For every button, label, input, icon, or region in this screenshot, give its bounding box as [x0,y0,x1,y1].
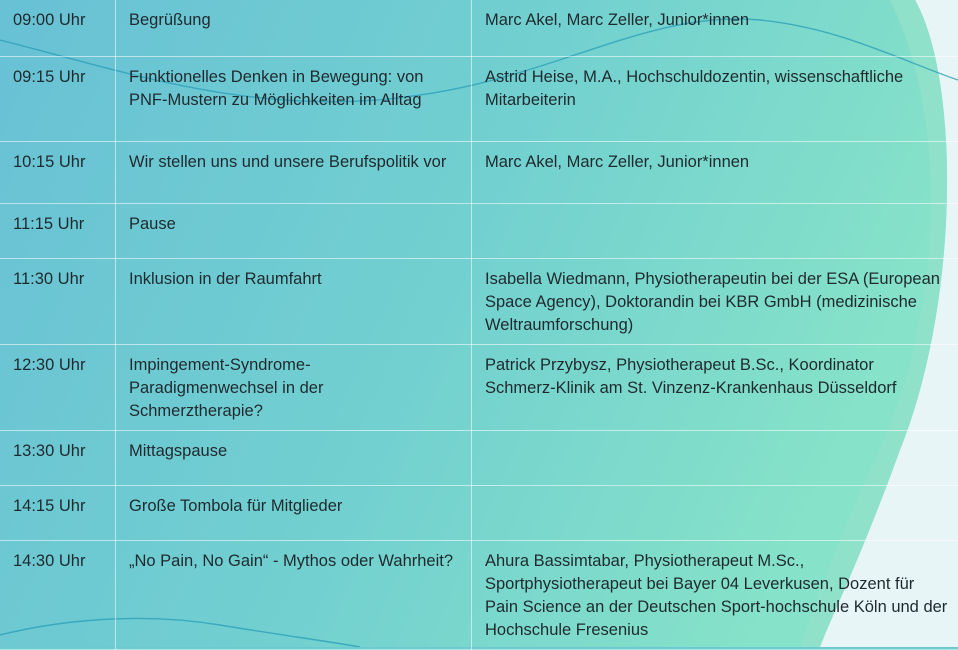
topic-cell: Begrüßung [116,0,472,56]
time-cell: 11:15 Uhr [0,203,116,258]
time-cell: 09:00 Uhr [0,0,116,56]
speaker-cell [472,203,958,258]
speaker-cell [472,430,958,485]
speaker-cell: Isabella Wiedmann, Physiotherapeutin bei der ESA (European Space Agency), Doktorandin bei KBR GmbH (medizinische Weltraumforschung) [472,258,958,344]
time-cell: 13:30 Uhr [0,430,116,485]
table-row [0,141,958,203]
table-row [0,258,958,344]
table-row [0,540,958,649]
topic-cell: Wir stellen uns und unsere Berufspolitik vor [116,141,472,203]
speaker-cell: Marc Akel, Marc Zeller, Junior*innen [472,0,958,56]
table-row [0,485,958,540]
topic-cell: Pause [116,203,472,258]
speaker-cell: Astrid Heise, M.A., Hochschuldozentin, wissenschaftliche Mitarbeiterin [472,56,958,141]
speaker-cell: Marc Akel, Marc Zeller, Junior*innen [472,141,958,203]
time-cell: 10:15 Uhr [0,141,116,203]
topic-cell: „No Pain, No Gain“ - Mythos oder Wahrheit? [116,540,472,649]
topic-cell: Inklusion in der Raumfahrt [116,258,472,344]
topic-cell: Mittagspause [116,430,472,485]
table-row [0,0,958,56]
topic-cell: Impingement-Syndrome- Paradigmenwechsel in der Schmerztherapie? [116,344,472,430]
table-row [0,56,958,141]
time-cell: 14:15 Uhr [0,485,116,540]
speaker-cell: Ahura Bassimtabar, Physiotherapeut M.Sc., Sportphysiotherapeut bei Bayer 04 Leverkusen, Dozent für Pain Science an der Deutschen Sport-hochschule Köln und der Hochschule Fresenius [472,540,958,649]
table-row [0,344,958,430]
speaker-cell: Patrick Przybysz, Physiotherapeut B.Sc., Koordinator Schmerz-Klinik am St. Vinzenz-Krankenhaus Düsseldorf [472,344,958,430]
table-row [0,430,958,485]
speaker-cell [472,485,958,540]
time-cell: 12:30 Uhr [0,344,116,430]
time-cell: 14:30 Uhr [0,540,116,649]
time-cell: 11:30 Uhr [0,258,116,344]
topic-cell: Funktionelles Denken in Bewegung: von PNF-Mustern zu Möglichkeiten im Alltag [116,56,472,141]
time-cell: 09:15 Uhr [0,56,116,141]
topic-cell: Große Tombola für Mitglieder [116,485,472,540]
table-row [0,203,958,258]
